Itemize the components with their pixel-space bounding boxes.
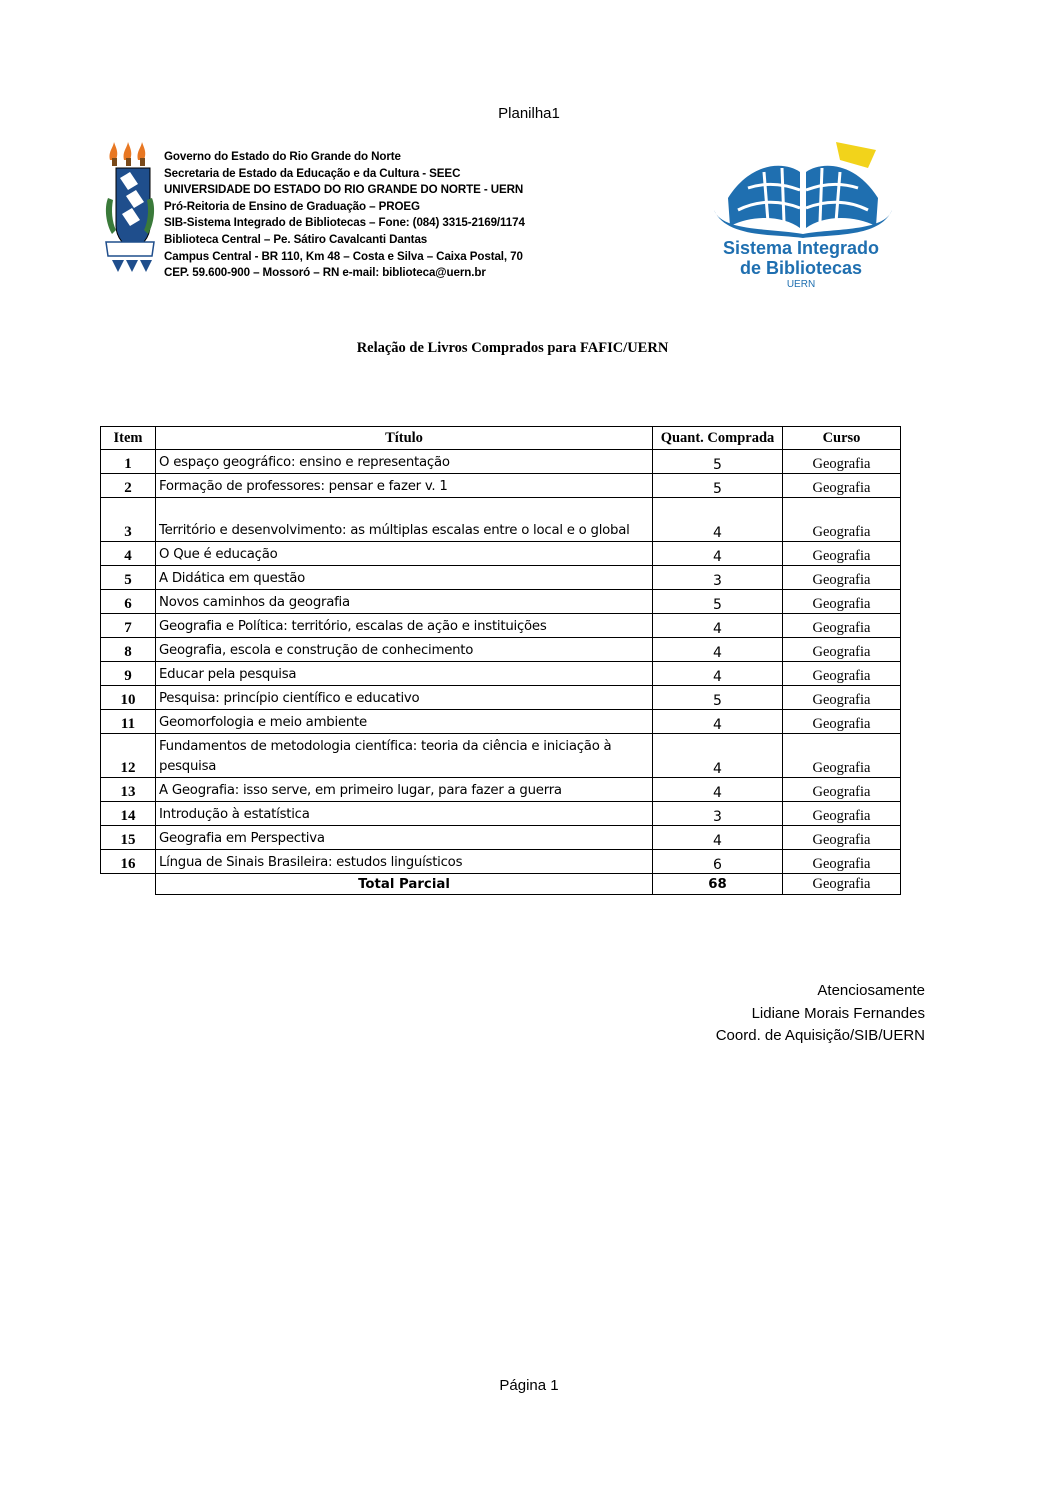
cell-curso: Geografia (783, 638, 901, 662)
total-blank-cell (101, 874, 156, 895)
table-row (101, 566, 901, 590)
table-header-row (101, 427, 901, 450)
table-row (101, 778, 901, 802)
cell-quant: 4 (653, 638, 783, 662)
table-row (101, 710, 901, 734)
cell-quant: 4 (653, 542, 783, 566)
cell-quant: 4 (653, 614, 783, 638)
cell-quant: 3 (653, 566, 783, 590)
cell-quant: 5 (653, 474, 783, 498)
page-footer: Página 1 (499, 1377, 559, 1394)
cell-item: 7 (101, 614, 156, 638)
table-row (101, 802, 901, 826)
signature-closing: Atenciosamente (817, 982, 925, 999)
sib-logo-text-line2: de Bibliotecas (739, 258, 863, 278)
cell-curso: Geografia (783, 542, 901, 566)
cell-quant: 4 (653, 826, 783, 850)
cell-quant: 3 (653, 802, 783, 826)
table-row (101, 638, 901, 662)
cell-curso: Geografia (783, 590, 901, 614)
cell-curso: Geografia (783, 850, 901, 874)
institution-line: UNIVERSIDADE DO ESTADO DO RIO GRANDE DO NORTE - UERN (164, 183, 524, 197)
institution-line: SIB-Sistema Integrado de Bibliotecas – Fone: (084) 3315-2169/1174 (164, 216, 525, 230)
cell-item: 10 (101, 686, 156, 710)
cell-item: 8 (101, 638, 156, 662)
header-item: Item (101, 427, 156, 450)
cell-titulo: A Didática em questão (156, 566, 653, 590)
cell-item: 15 (101, 826, 156, 850)
cell-curso: Geografia (783, 614, 901, 638)
cell-curso: Geografia (783, 662, 901, 686)
cell-item: 1 (101, 450, 156, 474)
total-quant: 68 (653, 874, 783, 895)
uern-crest-logo (104, 138, 156, 274)
cell-item: 5 (101, 566, 156, 590)
cell-titulo: Introdução à estatística (156, 802, 653, 826)
cell-titulo: Geografia e Política: território, escalas de ação e instituições (156, 614, 653, 638)
cell-item: 6 (101, 590, 156, 614)
cell-quant: 4 (653, 778, 783, 802)
sib-logo-text-line3: UERN (786, 279, 816, 290)
cell-item: 16 (101, 850, 156, 874)
cell-titulo: O Que é educação (156, 542, 653, 566)
table-row (101, 734, 901, 778)
cell-quant: 5 (653, 450, 783, 474)
table-row (101, 662, 901, 686)
signature-name: Lidiane Morais Fernandes (751, 1004, 925, 1022)
signature-block (716, 980, 925, 1048)
institution-line: CEP. 59.600-900 – Mossoró – RN e-mail: biblioteca@uern.br (164, 266, 486, 280)
cell-curso: Geografia (783, 474, 901, 498)
sib-logo-text-line1: Sistema Integrado (722, 238, 880, 258)
institution-header (164, 149, 525, 282)
cell-curso: Geografia (783, 826, 901, 850)
table-row (101, 614, 901, 638)
institution-line: Governo do Estado do Rio Grande do Norte (164, 150, 401, 163)
table-row (101, 686, 901, 710)
header-curso: Curso (783, 427, 901, 450)
cell-curso: Geografia (783, 450, 901, 474)
cell-titulo: Geomorfologia e meio ambiente (156, 710, 653, 734)
cell-quant: 4 (653, 734, 783, 778)
table-row (101, 542, 901, 566)
cell-curso: Geografia (783, 778, 901, 802)
cell-curso: Geografia (783, 802, 901, 826)
cell-item: 14 (101, 802, 156, 826)
cell-titulo: Fundamentos de metodologia científica: teoria da ciência e iniciação à pesquisa (156, 734, 653, 778)
cell-titulo: Novos caminhos da geografia (156, 590, 653, 614)
cell-item: 13 (101, 778, 156, 802)
cell-titulo: Pesquisa: princípio científico e educativo (156, 686, 653, 710)
sheet-title: Planilha1 (498, 105, 560, 122)
table-row (101, 450, 901, 474)
table-row (101, 590, 901, 614)
cell-quant: 4 (653, 710, 783, 734)
table-row (101, 850, 901, 874)
table-row (101, 498, 901, 542)
cell-curso: Geografia (783, 686, 901, 710)
table-row (101, 826, 901, 850)
institution-line: Campus Central - BR 110, Km 48 – Costa e Silva – Caixa Postal, 70 (164, 249, 523, 263)
total-row (101, 874, 901, 895)
cell-curso: Geografia (783, 734, 901, 778)
cell-titulo: Geografia em Perspectiva (156, 826, 653, 850)
cell-quant: 6 (653, 850, 783, 874)
cell-titulo: Território e desenvolvimento: as múltiplas escalas entre o local e o global (156, 498, 653, 542)
institution-line: Biblioteca Central – Pe. Sátiro Cavalcanti Dantas (164, 232, 428, 246)
institution-line: Pró-Reitoria de Ensino de Graduação – PROEG (164, 199, 420, 213)
total-curso: Geografia (783, 874, 901, 895)
header-quant: Quant. Comprada (653, 427, 783, 450)
cell-titulo: Geografia, escola e construção de conhecimento (156, 638, 653, 662)
cell-titulo: A Geografia: isso serve, em primeiro lugar, para fazer a guerra (156, 778, 653, 802)
cell-titulo: Formação de professores: pensar e fazer v. 1 (156, 474, 653, 498)
cell-quant: 4 (653, 662, 783, 686)
table-row (101, 474, 901, 498)
header-titulo: Título (156, 427, 653, 450)
cell-titulo: O espaço geográfico: ensino e representação (156, 450, 653, 474)
books-table (100, 426, 901, 895)
cell-titulo: Educar pela pesquisa (156, 662, 653, 686)
cell-curso: Geografia (783, 710, 901, 734)
total-label: Total Parcial (156, 874, 653, 895)
cell-item: 2 (101, 474, 156, 498)
cell-item: 12 (101, 734, 156, 778)
cell-item: 4 (101, 542, 156, 566)
document-title: Relação de Livros Comprados para FAFIC/UERN (356, 340, 669, 356)
cell-titulo: Língua de Sinais Brasileira: estudos linguísticos (156, 850, 653, 874)
cell-quant: 5 (653, 590, 783, 614)
cell-curso: Geografia (783, 498, 901, 542)
cell-quant: 5 (653, 686, 783, 710)
institution-line: Secretaria de Estado da Educação e da Cultura - SEEC (164, 166, 461, 180)
cell-item: 3 (101, 498, 156, 542)
cell-quant: 4 (653, 498, 783, 542)
cell-item: 9 (101, 662, 156, 686)
cell-item: 11 (101, 710, 156, 734)
cell-curso: Geografia (783, 566, 901, 590)
signature-role: Coord. de Aquisição/SIB/UERN (715, 1027, 925, 1044)
